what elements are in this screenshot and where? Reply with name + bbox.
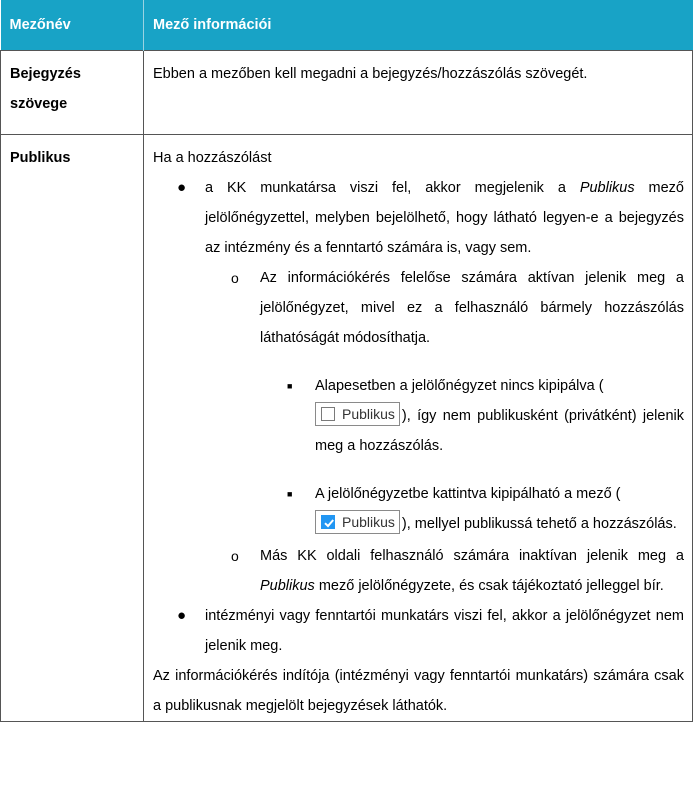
list-item: o Az információkérés felelőse számára aktívan jelenik meg a jelölőnégyzet, mivel ez a felhasználó bármely hozzászólás láthatóságát módosíthatja. [153,263,684,353]
field-name-line: Bejegyzés [10,66,81,82]
list-item: o Más KK oldali felhasználó számára inaktívan jelenik meg a Publikus mező jelölőnégyzete, és csak tájékoztató jelleggel bír. [153,541,684,601]
field-info-cell [144,51,693,135]
square-marker: ■ [287,381,293,391]
emphasis: Publikus [260,578,315,594]
list-item: ■ Alapesetben a jelölőnégyzet nincs kipipálva ( Publikus ), így nem publikusként (privátként) jelenik meg a hozzászólás. [153,371,684,461]
header-field-info: Mező információi [144,0,693,51]
field-name-cell [1,135,144,722]
header-row [1,0,693,51]
field-info-cell [144,135,693,722]
checked-publikus-checkbox [315,510,400,534]
bullet-marker: ● [177,179,187,196]
emphasis: Publikus [579,180,635,196]
empty-checkbox-icon [321,407,335,421]
square-marker: ■ [287,489,293,499]
list-item: ■ A jelölőnégyzetbe kattintva kipipálható a mező ( Publikus ), mellyel publikussá tehető a hozzászólás. [153,479,684,539]
checkmark-icon [321,515,335,529]
checkbox-label: Publikus [342,514,395,531]
intro-text: Ha a hozzászólást [153,150,272,166]
list-item: ● intézményi vagy fenntartói munkatárs viszi fel, akkor a jelölőnégyzet nem jelenik meg. [153,601,684,661]
table-row [1,135,693,722]
circle-marker: o [231,548,239,564]
list-item: ● a KK munkatársa viszi fel, akkor megjelenik a Publikus mező jelölőnégyzettel, melyben bejelölhető, hogy látható legyen-e a bejegyzés az intézmény és a fenntartó számára is, vagy sem. [153,173,684,263]
checkbox-label: Publikus [342,406,395,423]
header-field-name: Mezőnév [1,0,144,51]
field-name-line: Publikus [10,150,71,166]
circle-marker: o [231,270,239,286]
table-row [1,51,693,135]
bullet-marker: ● [177,607,187,624]
field-description: Ebben a mezőben kell megadni a bejegyzés/hozzászólás szövegét. [153,66,588,82]
unchecked-publikus-checkbox [315,402,400,426]
closing-text: Az információkérés indítója (intézményi vagy fenntartói munkatárs) számára csak a publikusnak megjelölt bejegyzések láthatók. [153,668,684,714]
field-name-cell [1,51,144,135]
field-name-line: szövege [10,96,68,112]
